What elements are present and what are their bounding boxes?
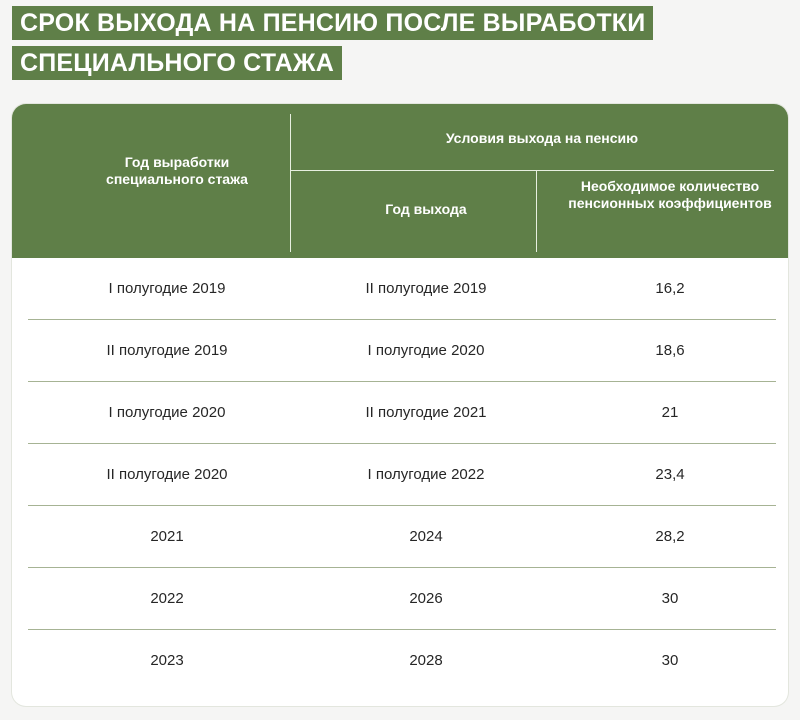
table-row — [12, 506, 788, 568]
cell-exit-year: 2024 — [409, 528, 443, 545]
cell-coefficients: 30 — [661, 652, 679, 669]
cell-year: II полугодие 2019 — [106, 342, 228, 359]
table-row — [12, 568, 788, 630]
cell-year: I полугодие 2020 — [108, 404, 226, 421]
cell-year: I полугодие 2019 — [108, 280, 226, 297]
cell-coefficients: 18,6 — [655, 342, 685, 359]
cell-exit-year: II полугодие 2021 — [365, 404, 487, 421]
table-row — [12, 630, 788, 692]
table-row — [12, 258, 788, 320]
table-body — [12, 258, 788, 692]
table-row — [12, 444, 788, 506]
cell-exit-year: I полугодие 2020 — [367, 342, 485, 359]
cell-coefficients: 21 — [661, 404, 679, 421]
cell-coefficients: 23,4 — [655, 466, 685, 483]
header-retirement-conditions: Условия выхода на пенсию — [445, 130, 639, 146]
table-row — [12, 320, 788, 382]
title-line-2: СПЕЦИАЛЬНОГО СТАЖА — [12, 46, 342, 80]
cell-exit-year: I полугодие 2022 — [367, 466, 485, 483]
header-divider-vertical-main — [290, 114, 291, 252]
cell-coefficients: 28,2 — [655, 528, 685, 545]
cell-year: 2023 — [150, 652, 184, 669]
cell-year: 2022 — [150, 590, 184, 607]
cell-exit-year: II полугодие 2019 — [365, 280, 487, 297]
title-line-1: СРОК ВЫХОДА НА ПЕНСИЮ ПОСЛЕ ВЫРАБОТКИ — [12, 6, 653, 40]
header-exit-year: Год выхода — [385, 201, 467, 217]
page-title — [12, 6, 653, 80]
cell-exit-year: 2026 — [409, 590, 443, 607]
table-row — [12, 382, 788, 444]
header-divider-vertical-sub — [536, 170, 537, 252]
pension-table — [12, 104, 788, 706]
header-divider-horizontal — [290, 170, 774, 171]
header-required-coefficients: Необходимое количество пенсионных коэффициентов — [568, 178, 772, 211]
cell-exit-year: 2028 — [409, 652, 443, 669]
cell-coefficients: 16,2 — [655, 280, 685, 297]
table-header — [12, 104, 788, 258]
cell-year: 2021 — [150, 528, 184, 545]
header-year-of-special-service: Год выработки специального стажа — [106, 154, 248, 187]
cell-coefficients: 30 — [661, 590, 679, 607]
cell-year: II полугодие 2020 — [106, 466, 228, 483]
